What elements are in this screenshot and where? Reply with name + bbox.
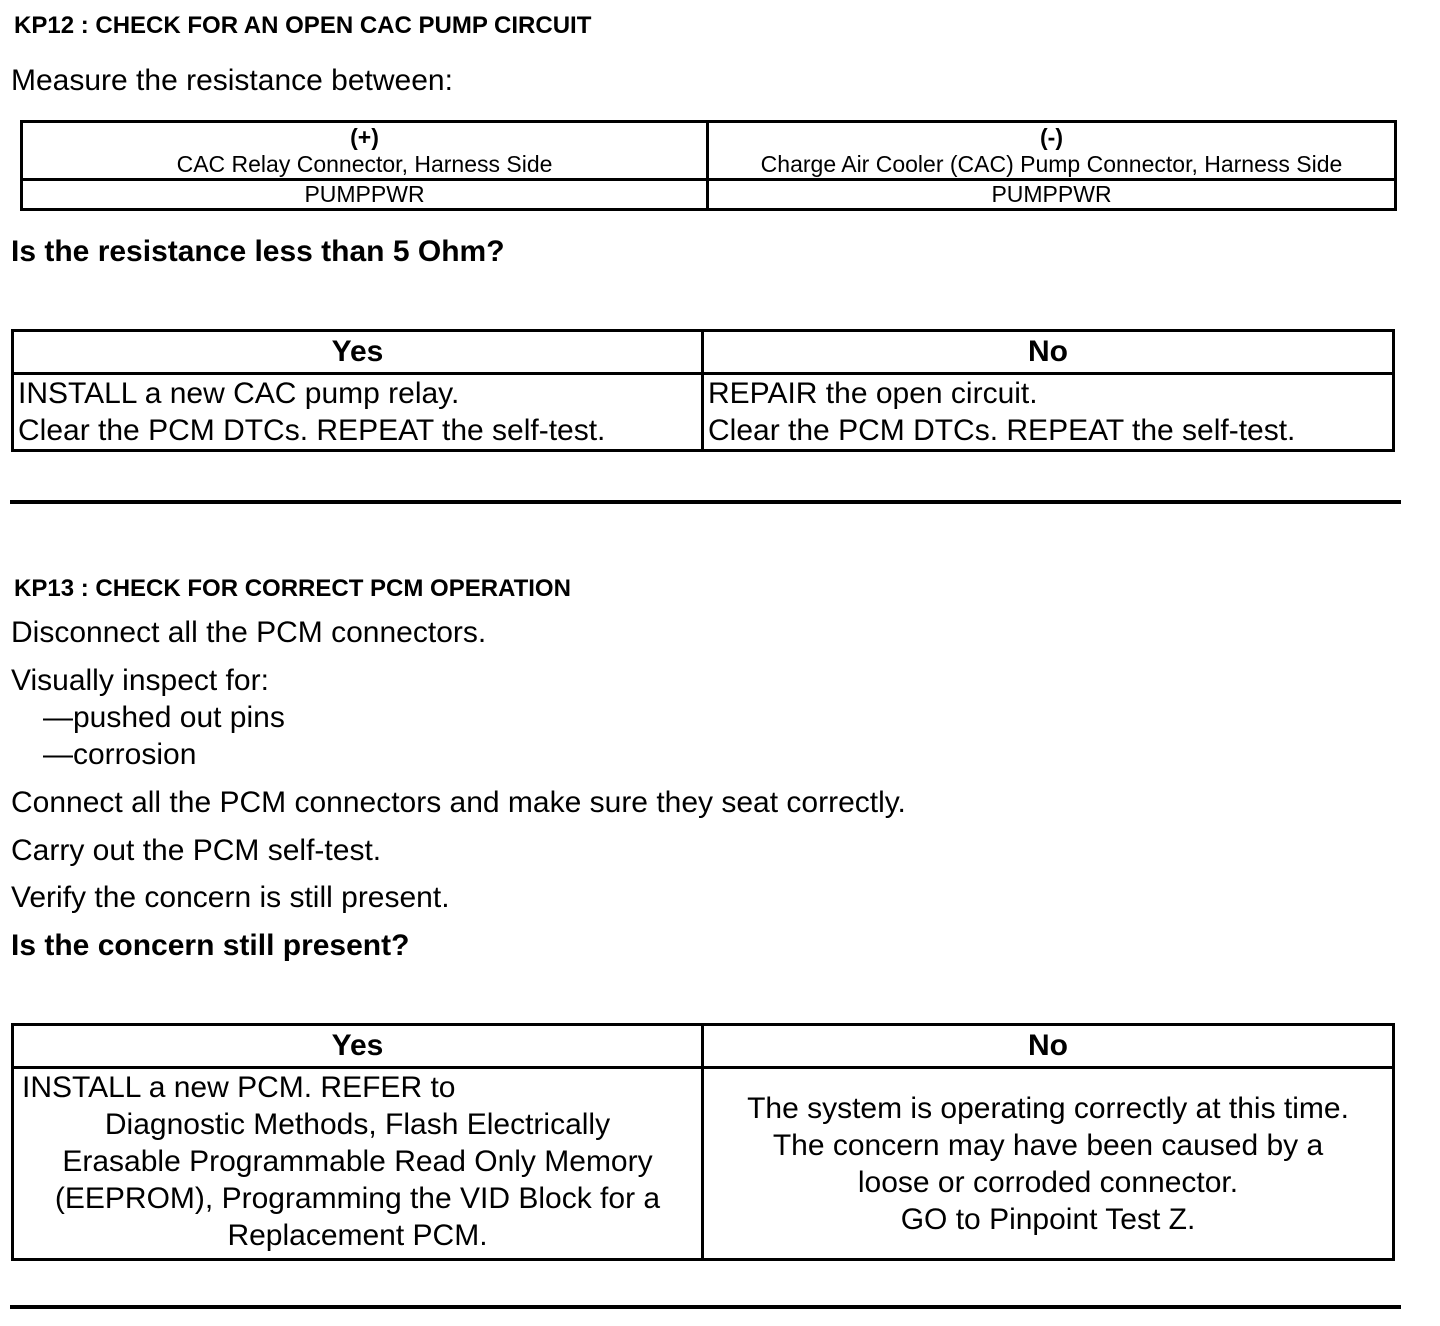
kp13-yes-line-2: Diagnostic Methods, Flash Electrically — [104, 1108, 611, 1141]
kp13-yes-line-4: (EEPROM), Programming the VID Block for a — [54, 1182, 661, 1215]
measure-header-positive — [22, 122, 708, 180]
measure-table — [20, 120, 1397, 211]
kp13-no-action — [703, 1068, 1394, 1260]
positive-sign: (+) — [350, 124, 379, 151]
kp13-result-table — [11, 1023, 1395, 1261]
kp13-no-line-1: The system is operating correctly at this time. — [747, 1091, 1349, 1125]
kp13-yes-line-3: Erasable Programmable Read Only Memory — [62, 1145, 653, 1178]
kp12-yes-header: Yes — [13, 331, 703, 374]
positive-connector-label: CAC Relay Connector, Harness Side — [176, 150, 553, 177]
kp13-yes-header: Yes — [13, 1025, 703, 1068]
negative-sign: (-) — [1040, 124, 1063, 151]
kp13-no-line-2: The concern may have been caused by a — [772, 1128, 1324, 1162]
kp12-no-line-2: Clear the PCM DTCs. REPEAT the self-test. — [708, 414, 1296, 447]
kp13-no-header: No — [703, 1025, 1394, 1068]
kp13-title: KP13 : CHECK FOR CORRECT PCM OPERATION — [14, 575, 571, 602]
kp13-step-verify: Verify the concern is still present. — [11, 881, 450, 914]
negative-connector-label: Charge Air Cooler (CAC) Pump Connector, Harness Side — [760, 150, 1343, 177]
kp13-yes-line-1: INSTALL a new PCM. REFER to — [22, 1071, 456, 1104]
kp13-no-line-4: GO to Pinpoint Test Z. — [900, 1202, 1196, 1236]
bottom-divider — [10, 1305, 1401, 1309]
kp12-instruction: Measure the resistance between: — [11, 64, 453, 97]
kp13-yes-line-5: Replacement PCM. — [227, 1219, 488, 1252]
kp12-yes-line-2: Clear the PCM DTCs. REPEAT the self-test. — [18, 414, 606, 447]
kp13-yes-action — [13, 1068, 703, 1260]
kp13-step-inspect: Visually inspect for: — [11, 664, 269, 697]
kp12-yes-action — [13, 374, 703, 451]
measure-header-negative — [708, 122, 1396, 180]
kp13-step-selftest: Carry out the PCM self-test. — [11, 834, 382, 867]
kp13-bullet-corrosion: —corrosion — [43, 738, 197, 771]
kp12-yes-line-1: INSTALL a new CAC pump relay. — [18, 377, 460, 410]
negative-pin-value: PUMPPWR — [708, 180, 1396, 210]
kp13-step-connect: Connect all the PCM connectors and make sure they seat correctly. — [11, 786, 906, 819]
kp12-result-table — [11, 329, 1395, 452]
kp12-title: KP12 : CHECK FOR AN OPEN CAC PUMP CIRCUIT — [14, 12, 592, 39]
kp12-no-line-1: REPAIR the open circuit. — [708, 377, 1038, 410]
kp12-question: Is the resistance less than 5 Ohm? — [11, 235, 505, 268]
kp13-no-line-3: loose or corroded connector. — [857, 1165, 1239, 1199]
kp13-question: Is the concern still present? — [11, 929, 410, 962]
kp12-no-action — [703, 374, 1394, 451]
section-divider — [10, 500, 1401, 504]
kp13-step-disconnect: Disconnect all the PCM connectors. — [11, 616, 487, 649]
positive-pin-value: PUMPPWR — [22, 180, 708, 210]
kp12-no-header: No — [703, 331, 1394, 374]
kp13-bullet-pins: —pushed out pins — [43, 701, 285, 734]
